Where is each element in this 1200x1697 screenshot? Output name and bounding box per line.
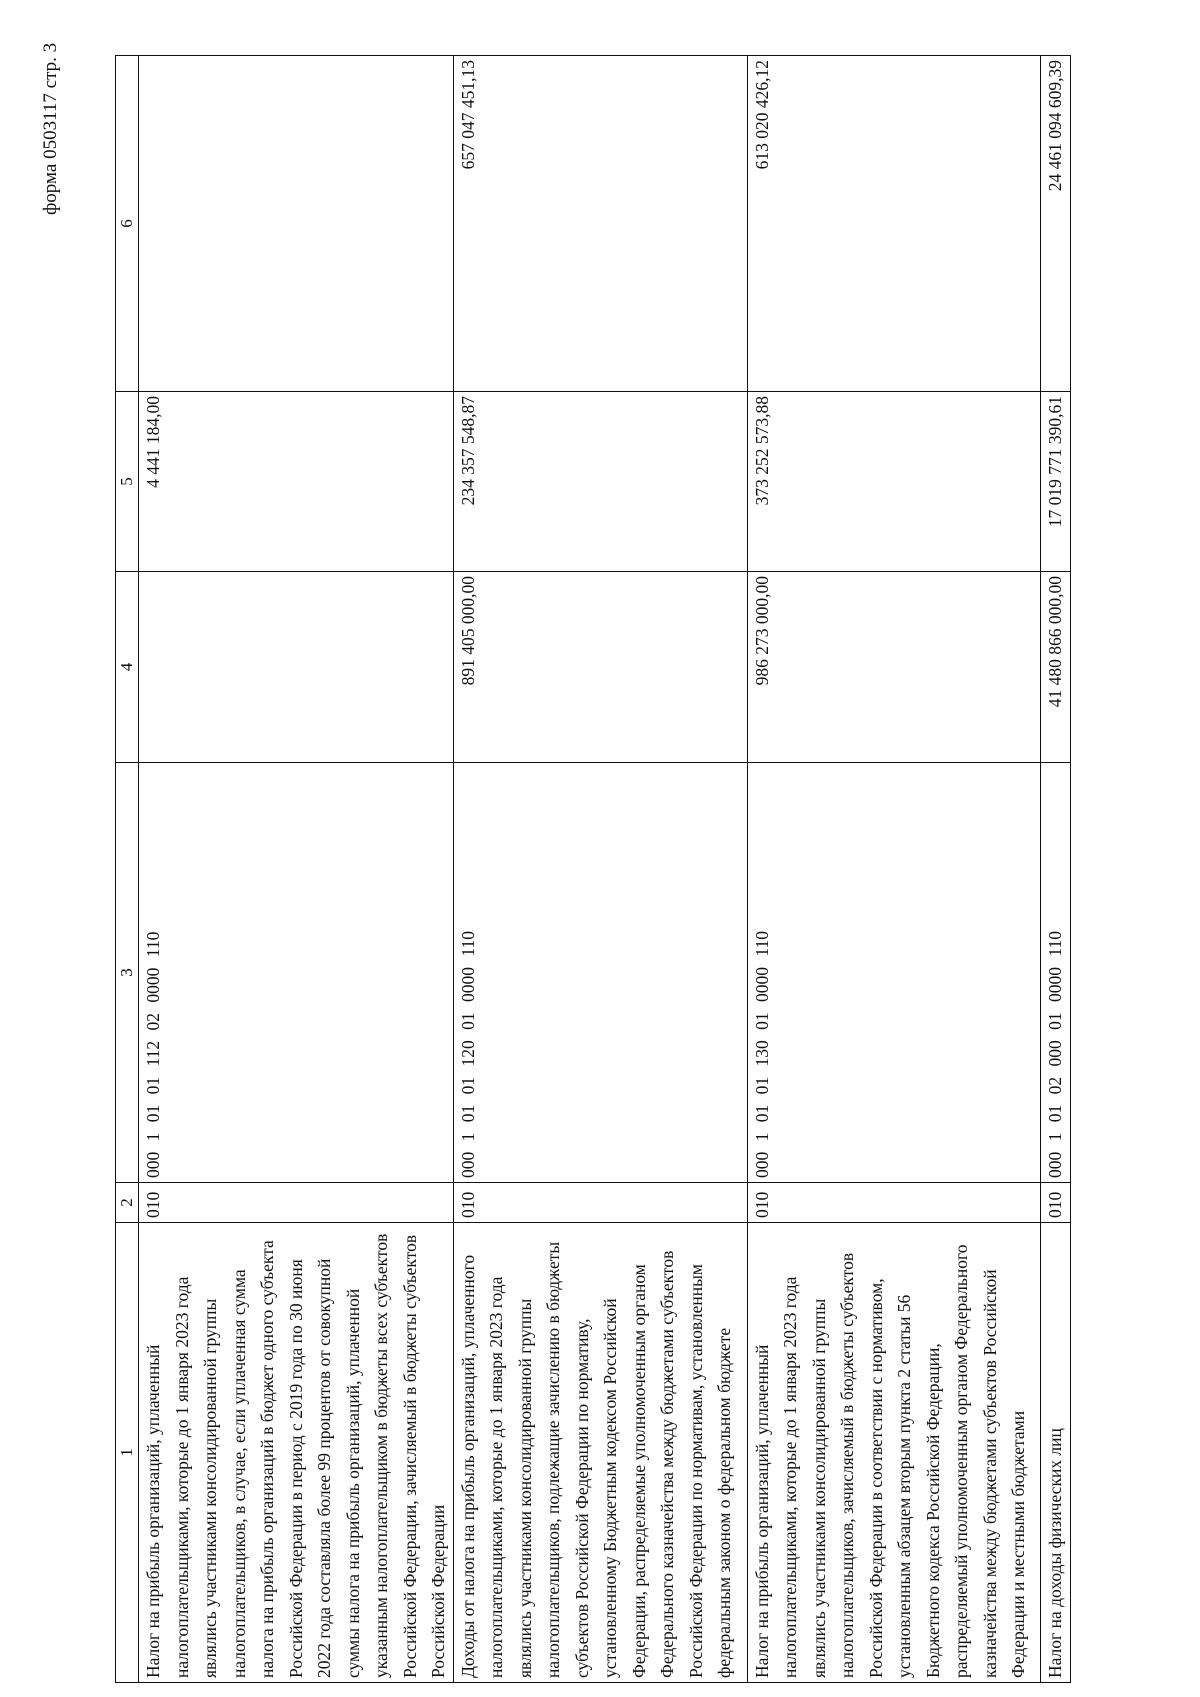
row-name-cell xyxy=(139,1223,454,1683)
line-code: 010 xyxy=(139,1183,454,1223)
approved-amount: 986 273 000,00 xyxy=(747,572,1040,763)
income-code: 000 1 01 02 000 01 0000 110 xyxy=(1040,763,1070,1183)
row-name-cell xyxy=(747,1223,1040,1683)
rotated-sheet xyxy=(0,42,1145,1685)
line-code: 010 xyxy=(747,1183,1040,1223)
not-executed-amount: 24 461 094 609,39 xyxy=(1040,56,1070,392)
column-number: 2 xyxy=(116,1183,139,1223)
table-row xyxy=(453,56,747,1683)
line-code: 010 xyxy=(453,1183,747,1223)
form-caption: форма 0503117 стр. 3 xyxy=(40,42,61,215)
column-number: 6 xyxy=(116,56,139,392)
executed-amount: 373 252 573,88 xyxy=(747,392,1040,572)
column-number: 5 xyxy=(116,392,139,572)
approved-amount xyxy=(139,572,454,763)
not-executed-amount xyxy=(139,56,454,392)
row-name: Налог на доходы физических лиц xyxy=(1044,1428,1065,1678)
row-name-cell xyxy=(1040,1223,1070,1683)
column-number: 1 xyxy=(116,1223,139,1683)
executed-amount: 17 019 771 390,61 xyxy=(1040,392,1070,572)
income-table xyxy=(115,55,1071,1683)
row-name-cell xyxy=(453,1223,747,1683)
income-code: 000 1 01 01 130 01 0000 110 xyxy=(747,763,1040,1183)
column-number: 3 xyxy=(116,763,139,1183)
row-name: Налог на прибыль организаций, уплаченный налогоплательщиками, которые до 1 января 2023 года являлись участниками консолидированной группы налогоплательщиков, зачисляемый в бюджеты субъектов Российской Федерации в соответствии с нормативом, установленным абзацем вторым пункта 2 статьи 56 Бюджетного кодекса Российской Федерации, распределяемый уполномоченным органом Федерального казначейства между бюджетами субъектов Российской Федерации и местными бюджетами xyxy=(751,1244,1028,1678)
column-number-row xyxy=(116,56,139,1683)
line-code: 010 xyxy=(1040,1183,1070,1223)
executed-amount: 234 357 548,87 xyxy=(453,392,747,572)
approved-amount: 41 480 866 000,00 xyxy=(1040,572,1070,763)
table-row xyxy=(139,56,454,1683)
income-code: 000 1 01 01 120 01 0000 110 xyxy=(453,763,747,1183)
executed-amount: 4 441 184,00 xyxy=(139,392,454,572)
not-executed-amount: 613 020 426,12 xyxy=(747,56,1040,392)
not-executed-amount: 657 047 451,13 xyxy=(453,56,747,392)
approved-amount: 891 405 000,00 xyxy=(453,572,747,763)
row-name: Доходы от налога на прибыль организаций, уплаченного налогоплательщиками, которые до 1 января 2023 года являлись участниками консолидированной группы налогоплательщиков, подлежащие зачислению в бюджеты субъектов Российской Федерации по нормативу, установленному Бюджетным кодексом Российской Федерации, распределяемые уполномоченным органом Федерального казначейства между бюджетами субъектов Российской Федерации по нормативам, установленным федеральным законом о федеральном бюджете xyxy=(457,1241,734,1678)
income-code: 000 1 01 01 112 02 0000 110 xyxy=(139,763,454,1183)
table-row xyxy=(747,56,1040,1683)
row-name: Налог на прибыль организаций, уплаченный налогоплательщиками, которые до 1 января 2023 года являлись участниками консолидированной группы налогоплательщиков, в случае, если уплаченная сумма налога на прибыль организаций в бюджет одного субъекта Российской Федерации в период с 2019 года по 30 июня 2022 года составляла более 99 процентов от совокупной суммы налога на прибыль организаций, уплаченной указанным налогоплательщиком в бюджеты всех субъектов Российской Федерации, зачисляемый в бюджеты субъектов Российской Федерации xyxy=(143,1233,448,1678)
table-row xyxy=(1040,56,1070,1683)
column-number: 4 xyxy=(116,572,139,763)
